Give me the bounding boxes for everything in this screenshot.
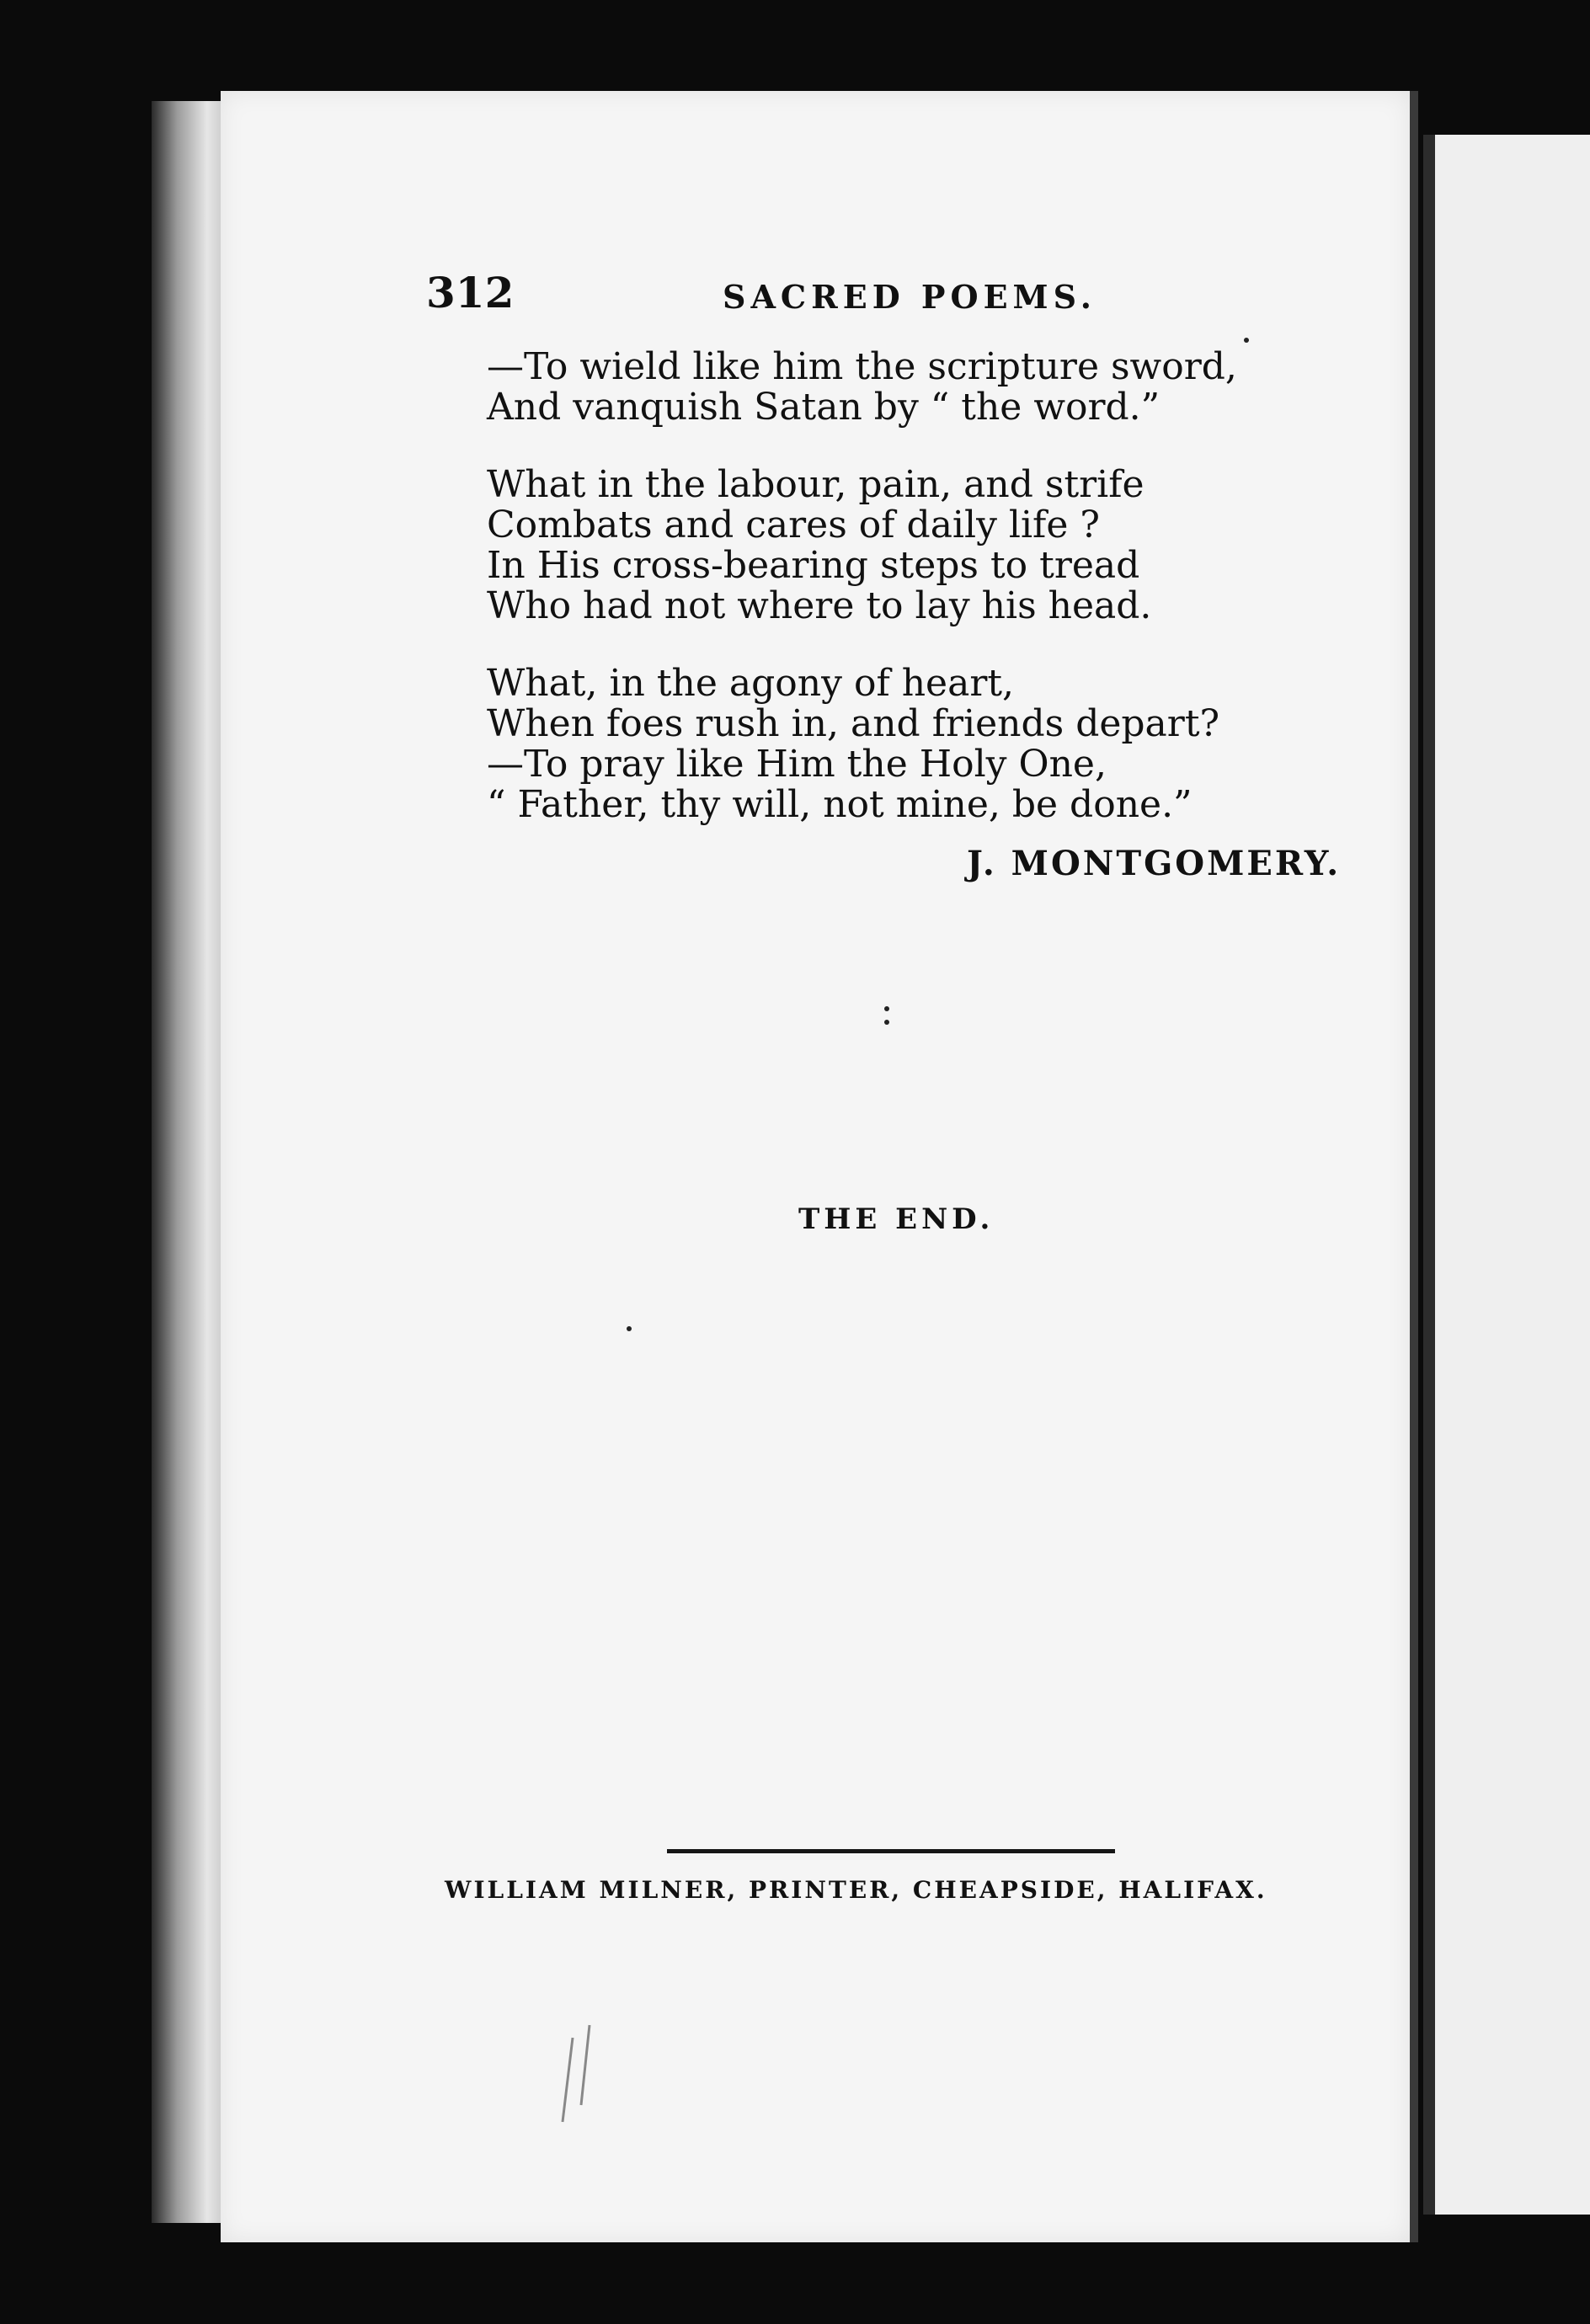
- running-head: SACRED POEMS.: [723, 278, 1096, 316]
- poem-line: “ Father, thy will, not mine, be done.”: [487, 783, 1192, 826]
- poem-line: In His cross-bearing steps to tread: [487, 544, 1140, 587]
- poem-line: Who had not where to lay his head.: [487, 584, 1152, 627]
- ink-speck: [884, 1020, 889, 1025]
- poem-line: What in the labour, pain, and strife: [487, 463, 1144, 506]
- poem-line: —To wield like him the scripture sword,: [487, 345, 1237, 388]
- ink-speck: [1244, 338, 1249, 343]
- poem-line: When foes rush in, and friends depart?: [487, 702, 1220, 745]
- poem-attribution: J. MONTGOMERY.: [967, 844, 1342, 883]
- the-end-label: THE END.: [798, 1202, 995, 1236]
- ink-speck: [884, 1006, 889, 1011]
- poem-line: What, in the agony of heart,: [487, 662, 1015, 705]
- poem-line: And vanquish Satan by “ the word.”: [487, 386, 1160, 429]
- ink-speck: [627, 1326, 632, 1331]
- poem-line: —To pray like Him the Holy One,: [487, 743, 1107, 786]
- printer-imprint: WILLIAM MILNER, PRINTER, CHEAPSIDE, HALIFAX.: [445, 1876, 1267, 1904]
- poem-line: Combats and cares of daily life ?: [487, 504, 1100, 546]
- pencil-mark: [563, 2025, 590, 2122]
- page-number: 312: [426, 268, 515, 317]
